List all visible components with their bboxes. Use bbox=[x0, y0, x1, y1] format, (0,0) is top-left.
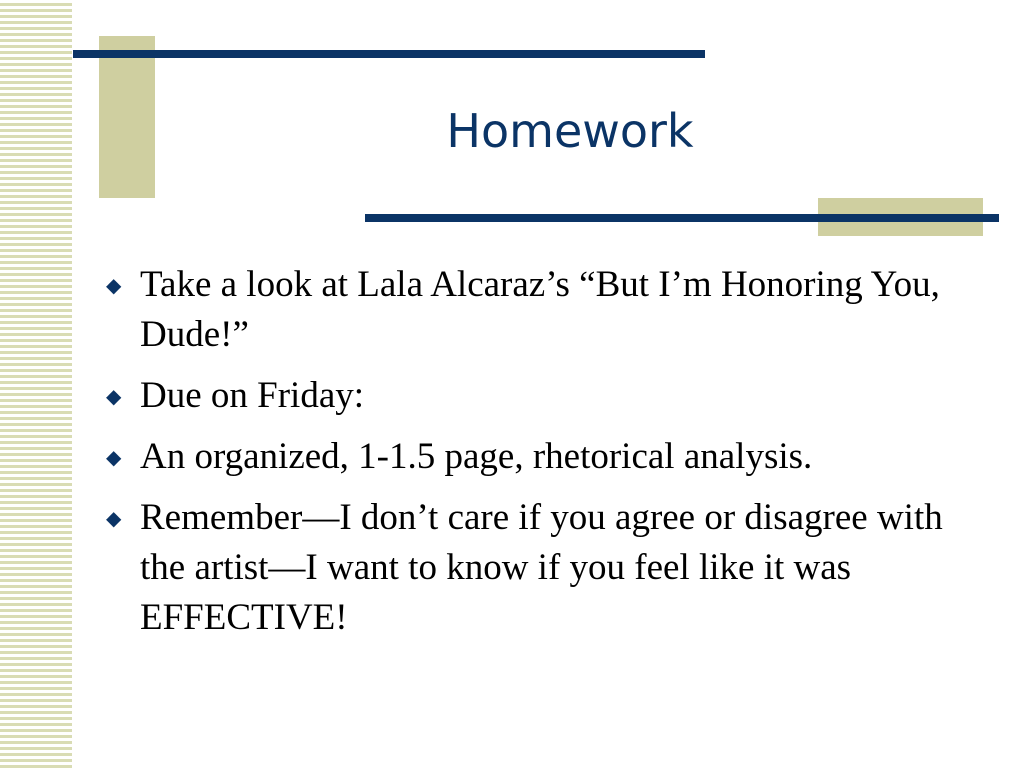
bullet-list bbox=[104, 260, 994, 654]
bullet-item bbox=[104, 371, 994, 421]
decorative-stripe-border bbox=[0, 0, 72, 768]
bullet-text: Remember—I don’t care if you agree or disagree with the artist—I want to know if you feel like it was EFFECTIVE! bbox=[140, 497, 943, 638]
diamond-bullet-icon: ◆ bbox=[106, 273, 122, 297]
diamond-bullet-icon: ◆ bbox=[106, 384, 122, 408]
bullet-text: Take a look at Lala Alcaraz’s “But I’m Honoring You, Dude!” bbox=[140, 264, 940, 355]
bullet-text: An organized, 1-1.5 page, rhetorical analysis. bbox=[140, 436, 813, 477]
title-rule-top bbox=[73, 50, 705, 58]
bullet-text: Due on Friday: bbox=[140, 375, 365, 416]
bullet-item bbox=[104, 493, 994, 643]
bullet-item bbox=[104, 260, 994, 360]
bullet-item bbox=[104, 432, 994, 482]
slide-title: Homework bbox=[446, 104, 694, 158]
title-rule-bottom bbox=[365, 214, 999, 222]
diamond-bullet-icon: ◆ bbox=[106, 506, 122, 530]
diamond-bullet-icon: ◆ bbox=[106, 445, 122, 469]
accent-block-top bbox=[99, 36, 155, 198]
